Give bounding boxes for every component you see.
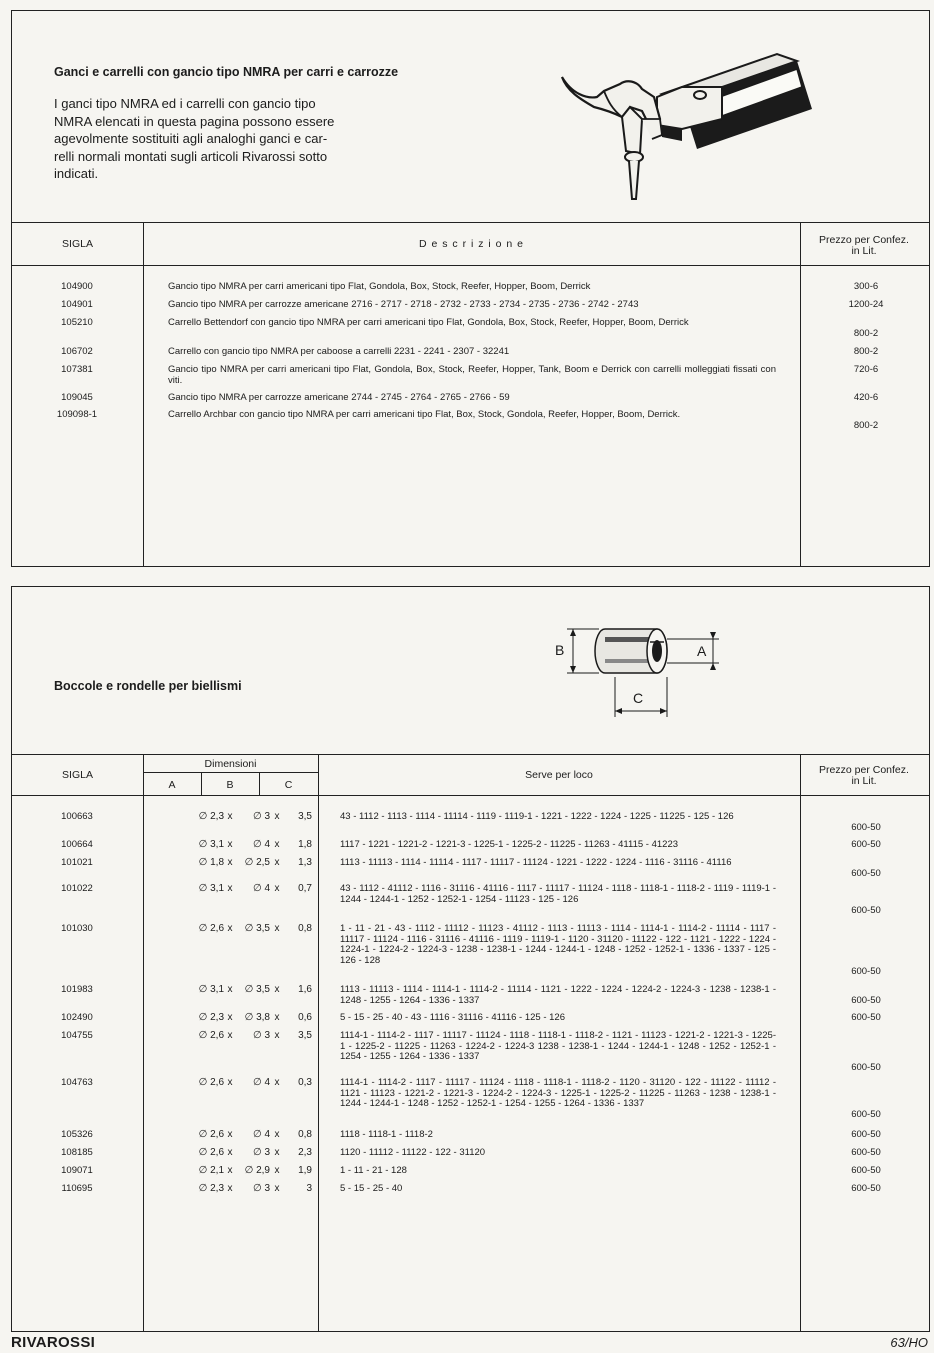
dimensions-cell: ∅ 2,6 x ∅ 4 x 0,3 — [146, 1078, 318, 1089]
dimension-label-a: A — [697, 643, 707, 659]
loco-list-cell: 1113 - 11113 - 1114 - 1114-1 - 1114-2 - 11114 - 1121 - 1222 - 1224 - 1224-2 - 1224-3 - 1238 - 1238-1 - 1248 - 1255 - 1264 - 1336 - 1337 — [340, 984, 776, 1006]
coupler-section — [11, 10, 930, 567]
price-cell: 1200-24 — [848, 299, 884, 310]
section1-intro: I ganci tipo NMRA ed i carrelli con gancio tipo NMRA elencati in questa pagina possono essere agevolmente sostituiti agli analoghi ganci e car- relli normali montati sugli articoli Rivarossi sotto indicati. — [54, 96, 335, 181]
dim-a: ∅ 2,1 — [198, 1165, 224, 1176]
loco-list-cell: 1114-1 - 1114-2 - 1117 - 11117 - 11124 - 1118 - 1118-1 - 1118-2 - 1120 - 31120 - 122 - 11122 - 11112 - 1121 - 11123 - 1221-2 - 1221-3 - 1224-2 - 1224-3 - 1225-1 - 1225-2 - 11225 - 11263 - 1238 - 1238-1 - 1244 - 1244-1 - 1248 - 1252 - 1252-1 - 1254 - 1255 - 1264 - 1336 - 1337 — [340, 1077, 776, 1109]
price-cell: 600-50 — [851, 905, 881, 916]
dimensions-cell: ∅ 3,1 x ∅ 4 x 1,8 — [146, 840, 318, 851]
description-cell: Gancio tipo NMRA per carri americani tipo Flat, Gondola, Box, Stock, Reefer, Hopper, Tank, Boom e Derrick con carrelli molleggiati fissati con viti. — [168, 364, 776, 386]
dim-c: 0,7 — [298, 883, 312, 894]
loco-list-cell: 5 - 15 - 25 - 40 — [340, 1183, 403, 1194]
column-header-descrizione: D e s c r i z i o n e — [418, 238, 525, 250]
price-cell: 600-50 — [851, 1062, 881, 1073]
loco-list-cell: 1118 - 1118-1 - 1118-2 — [340, 1129, 433, 1140]
column-header-serve: Serve per loco — [525, 769, 593, 781]
dim-a: ∅ 3,1 — [198, 883, 224, 894]
dimensions-cell: ∅ 2,6 x ∅ 3 x 2,3 — [146, 1148, 318, 1159]
dim-b: ∅ 3 — [252, 811, 270, 822]
dimensions-cell: ∅ 2,1 x ∅ 2,9 x 1,9 — [146, 1166, 318, 1177]
loco-list-cell: 1113 - 11113 - 1114 - 11114 - 1117 - 11117 - 11124 - 1221 - 1222 - 1224 - 1116 - 31116 - 41116 — [340, 857, 732, 868]
sigla-cell: 110695 — [61, 1183, 93, 1194]
dimensions-cell: ∅ 2,6 x ∅ 3 x 3,5 — [146, 1031, 318, 1042]
dim-a: ∅ 2,3 — [198, 1183, 224, 1194]
dim-b: ∅ 3,8 — [244, 1012, 270, 1023]
section2-title: Boccole e rondelle per biellismi — [54, 679, 242, 693]
sigla-cell: 104763 — [61, 1077, 93, 1088]
price-cell: 600-50 — [851, 966, 881, 977]
loco-list-cell: 5 - 15 - 25 - 40 - 43 - 1116 - 31116 - 41116 - 125 - 126 — [340, 1012, 565, 1023]
loco-list-cell: 1120 - 11112 - 11122 - 122 - 31120 — [340, 1147, 486, 1158]
dim-c: 1,6 — [298, 984, 312, 995]
sigla-cell: 101983 — [61, 984, 93, 995]
sigla-cell: 100664 — [61, 839, 93, 850]
description-cell: Gancio tipo NMRA per carri americani tipo Flat, Gondola, Box, Stock, Reefer, Hopper, Boom, Derrick — [168, 281, 591, 292]
loco-list-cell: 1 - 11 - 21 - 128 — [340, 1165, 407, 1176]
dimension-label-b: B — [555, 642, 565, 658]
dim-b: ∅ 3 — [252, 1183, 270, 1194]
dim-c: 1,9 — [298, 1165, 312, 1176]
dim-b: ∅ 4 — [252, 883, 270, 894]
dim-a: ∅ 3,1 — [198, 984, 224, 995]
dim-c: 3,5 — [298, 1030, 312, 1041]
dim-b: ∅ 2,5 — [244, 857, 270, 868]
dim-b: ∅ 3,5 — [244, 984, 270, 995]
price-cell: 600-50 — [851, 1183, 881, 1194]
price-cell: 600-50 — [851, 1109, 881, 1120]
dim-a: ∅ 2,6 — [198, 1129, 224, 1140]
description-cell: Gancio tipo NMRA per carrozze americane 2716 - 2717 - 2718 - 2732 - 2733 - 2734 - 2735 - 2736 - 2742 - 2743 — [168, 299, 639, 310]
sigla-cell: 101030 — [61, 923, 93, 934]
loco-list-cell: 1 - 11 - 21 - 43 - 1112 - 11112 - 11123 - 41112 - 1113 - 11113 - 1114 - 1114-1 - 1114-2 - 11114 - 1117 - 11117 - 11124 - 1116 - 31116 - 41116 - 1119 - 1119-1 - 1120 - 31120 - 11122 - 122 - 1121 - 1222 - 1224 - 1224-1 - 1224-2 - 1224-3 - 1238 - 1238-1 - 1244 - 1244-1 - 1248 - 1252 - 1252-1 - 1336 - 1337 - 125 - 126 - 128 — [340, 923, 776, 966]
description-cell: Gancio tipo NMRA per carrozze americane 2744 - 2745 - 2764 - 2765 - 2766 - 59 — [168, 392, 510, 403]
column-header-prezzo: Prezzo per Confez. in Lit. — [819, 764, 909, 787]
column-header-sigla: SIGLA — [62, 238, 93, 250]
sigla-cell: 104901 — [61, 299, 93, 310]
dimensions-cell: ∅ 2,3 x ∅ 3 x 3 — [146, 1184, 318, 1195]
price-cell: 600-50 — [851, 1129, 881, 1140]
dim-b: ∅ 4 — [252, 1077, 270, 1088]
loco-list-cell: 43 - 1112 - 41112 - 1116 - 31116 - 41116 - 1117 - 11117 - 11124 - 1118 - 1118-1 - 1118-2 - 1119 - 1119-1 - 1244 - 1244-1 - 1252 - 1252-1 - 1254 - 11123 - 125 - 126 — [340, 883, 776, 905]
dim-a: ∅ 2,6 — [198, 1030, 224, 1041]
sigla-cell: 109045 — [61, 392, 93, 403]
dim-c: 3 — [306, 1183, 312, 1194]
dimensions-cell: ∅ 3,1 x ∅ 4 x 0,7 — [146, 884, 318, 895]
price-cell: 720-6 — [853, 364, 879, 375]
bushing-dimension-diagram — [547, 619, 747, 724]
section1-title: Ganci e carrelli con gancio tipo NMRA per carri e carrozze — [54, 65, 399, 79]
dim-b: ∅ 3 — [252, 1147, 270, 1158]
dim-b: ∅ 2,9 — [244, 1165, 270, 1176]
column-header-prezzo: Prezzo per Confez. in Lit. — [819, 234, 909, 257]
price-cell: 600-50 — [851, 822, 881, 833]
dimensions-cell: ∅ 2,3 x ∅ 3 x 3,5 — [146, 812, 318, 823]
loco-list-cell: 1117 - 1221 - 1221-2 - 1221-3 - 1225-1 - 1225-2 - 11225 - 11263 - 41115 - 41223 — [340, 839, 679, 850]
page-number: 63/HO — [890, 1335, 928, 1350]
sigla-cell: 107381 — [61, 364, 93, 375]
dim-c: 0,3 — [298, 1077, 312, 1088]
dim-c: 0,8 — [298, 923, 312, 934]
description-cell: Carrello con gancio tipo NMRA per caboose a carrelli 2231 - 2241 - 2307 - 32241 — [168, 346, 510, 357]
price-cell: 300-6 — [853, 281, 879, 292]
price-cell: 600-50 — [851, 1147, 881, 1158]
dim-a: ∅ 3,1 — [198, 839, 224, 850]
bushings-section — [11, 586, 930, 1332]
sigla-cell: 106702 — [61, 346, 93, 357]
sigla-cell: 101021 — [61, 857, 93, 868]
dim-a: ∅ 2,6 — [198, 1077, 224, 1088]
loco-list-cell: 43 - 1112 - 1113 - 1114 - 11114 - 1119 - 1119-1 - 1221 - 1222 - 1224 - 1225 - 11225 - 125 - 126 — [340, 811, 734, 822]
dim-b: ∅ 4 — [252, 839, 270, 850]
sigla-cell: 105210 — [61, 317, 93, 328]
dimensions-cell: ∅ 2,6 x ∅ 3,5 x 0,8 — [146, 924, 318, 935]
brand-logo-text: RIVAROSSI — [11, 1334, 96, 1351]
nmra-coupler-illustration — [542, 39, 832, 209]
sigla-cell: 105326 — [61, 1129, 93, 1140]
dim-a: ∅ 2,6 — [198, 923, 224, 934]
sigla-cell: 109098-1 — [56, 409, 98, 420]
column-header-c: C — [284, 779, 293, 791]
dim-a: ∅ 2,3 — [198, 811, 224, 822]
dim-c: 1,8 — [298, 839, 312, 850]
price-cell: 600-50 — [851, 839, 881, 850]
sigla-cell: 108185 — [61, 1147, 93, 1158]
dim-c: 3,5 — [298, 811, 312, 822]
sigla-cell: 104755 — [61, 1030, 93, 1041]
column-header-dimensioni: Dimensioni — [204, 758, 257, 770]
dimensions-cell: ∅ 2,6 x ∅ 4 x 0,8 — [146, 1130, 318, 1141]
dim-a: ∅ 2,6 — [198, 1147, 224, 1158]
dimensions-cell: ∅ 2,3 x ∅ 3,8 x 0,6 — [146, 1013, 318, 1024]
dim-a: ∅ 2,3 — [198, 1012, 224, 1023]
column-header-sigla: SIGLA — [62, 769, 93, 781]
price-cell: 800-2 — [853, 328, 879, 339]
dimensions-cell: ∅ 1,8 x ∅ 2,5 x 1,3 — [146, 858, 318, 869]
description-cell: Carrello Archbar con gancio tipo NMRA per carri americani tipo Flat, Box, Stock, Gondola, Reefer, Hopper, Boom, Derrick. — [168, 409, 681, 420]
dim-c: 0,6 — [298, 1012, 312, 1023]
price-cell: 600-50 — [851, 995, 881, 1006]
sigla-cell: 104900 — [61, 281, 93, 292]
column-header-a: A — [168, 779, 176, 791]
column-header-b: B — [226, 779, 234, 791]
price-cell: 600-50 — [851, 868, 881, 879]
dim-c: 2,3 — [298, 1147, 312, 1158]
description-cell: Carrello Bettendorf con gancio tipo NMRA per carri americani tipo Flat, Gondola, Box, Stock, Reefer, Hopper, Boom, Derrick — [168, 317, 689, 328]
loco-list-cell: 1114-1 - 1114-2 - 1117 - 11117 - 11124 - 1118 - 1118-1 - 1118-2 - 1121 - 11123 - 1221-2 - 1221-3 - 1225-1 - 1225-2 - 11225 - 11263 - 1224-2 - 1224-3 1238 - 1238-1 - 1244 - 1244-1 - 1248 - 1252 - 1252-1 - 1254 - 1255 - 1264 - 1336 - 1337 — [340, 1030, 776, 1062]
dimension-label-c: C — [633, 690, 644, 706]
sigla-cell: 101022 — [61, 883, 93, 894]
sigla-cell: 102490 — [61, 1012, 93, 1023]
price-cell: 420-6 — [853, 392, 879, 403]
dim-a: ∅ 1,8 — [198, 857, 224, 868]
sigla-cell: 109071 — [61, 1165, 93, 1176]
price-cell: 600-50 — [851, 1165, 881, 1176]
dim-c: 1,3 — [298, 857, 312, 868]
dimensions-cell: ∅ 3,1 x ∅ 3,5 x 1,6 — [146, 985, 318, 996]
sigla-cell: 100663 — [61, 811, 93, 822]
price-cell: 800-2 — [853, 420, 879, 431]
dim-b: ∅ 3,5 — [244, 923, 270, 934]
price-cell: 800-2 — [853, 346, 879, 357]
dim-b: ∅ 3 — [252, 1030, 270, 1041]
price-cell: 600-50 — [851, 1012, 881, 1023]
dim-b: ∅ 4 — [252, 1129, 270, 1140]
dim-c: 0,8 — [298, 1129, 312, 1140]
